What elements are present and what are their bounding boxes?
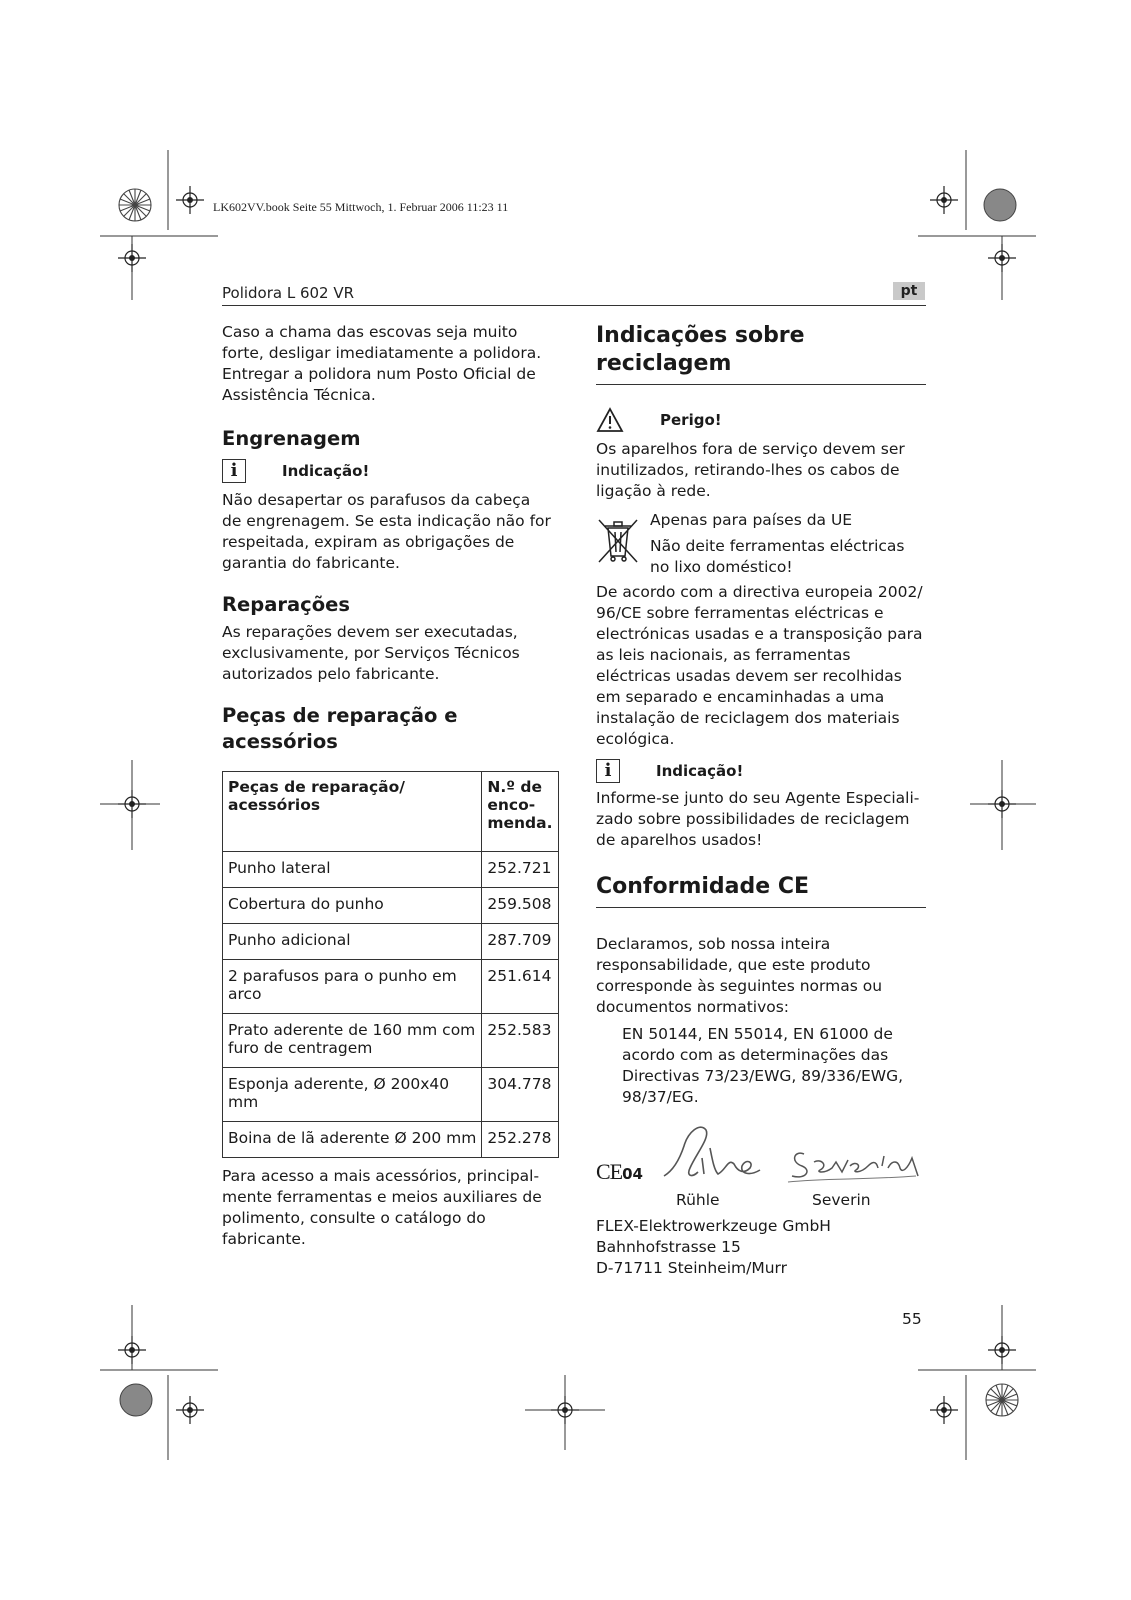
ce-logo: CE [596, 1159, 623, 1184]
recycling-note [596, 756, 926, 786]
directive-text: De acordo com a directiva europeia 2002/ 96/CE sobre ferramentas eléctricas e electrónicas usadas e a transposição para as leis nacionais, as ferramentas eléctricas usadas devem ser recolhidas em separado e encaminhadas a uma instalação de reciclagem dos materiais ecológica. [596, 583, 923, 748]
ce-year: 04 [622, 1165, 643, 1183]
part-name: Cobertura do punho [223, 888, 482, 924]
parts-col-header: Peças de reparação/ acessórios [223, 772, 482, 852]
info-icon: i [222, 459, 246, 483]
recycling-note-text: Informe-se junto do seu Agente Especiali- zado sobre possibilidades de reciclagem de aparelhos usados! [596, 789, 920, 849]
eu-only-line: Apenas para países da UE [650, 511, 853, 529]
danger-label: Perigo! [660, 410, 722, 429]
order-col-header: N.º de enco- menda. [482, 772, 558, 852]
signature-severin [784, 1132, 924, 1190]
parts-heading: Peças de reparação e acessórios [222, 704, 458, 753]
page-number: 55 [902, 1310, 922, 1328]
ce-norms: EN 50144, EN 55014, EN 61000 de acordo com as determinações das Directivas 73/23/EWG, 89/336/EWG, 98/37/EG. [622, 1025, 904, 1106]
warning-triangle-icon [596, 407, 624, 433]
table-row [223, 924, 559, 960]
danger-note [596, 405, 926, 435]
ce-rule [596, 907, 926, 908]
part-code: 287.709 [482, 924, 558, 960]
part-name: Boina de lã aderente Ø 200 mm [223, 1122, 482, 1158]
part-name: Punho lateral [223, 852, 482, 888]
table-row [223, 1068, 559, 1122]
parts-table [222, 771, 559, 1158]
repairs-heading: Reparações [222, 593, 350, 616]
part-name: Punho adicional [223, 924, 482, 960]
company-address [596, 1216, 926, 1279]
address-line: Bahnhofstrasse 15 [596, 1238, 741, 1256]
signatory-2: Severin [812, 1191, 871, 1209]
table-row [223, 888, 559, 924]
signatory-1: Rühle [676, 1191, 720, 1209]
eu-no-household-line: Não deite ferramentas eléctricas no lixo doméstico! [650, 537, 905, 576]
crossed-bin-icon [596, 516, 640, 564]
eu-weee-block [596, 510, 926, 578]
ce-declaration: Declaramos, sob nossa inteira responsabilidade, que este produto corresponde às seguintes normas ou documentos normativos: [596, 935, 883, 1016]
part-code: 259.508 [482, 888, 558, 924]
recycling-heading: Indicações sobre reciclagem [596, 323, 805, 376]
recycling-rule [596, 384, 926, 385]
right-column [596, 322, 926, 1279]
accessories-footer-text: Para acesso a mais acessórios, principal- mente ferramentas e meios auxiliares de polimento, consulte o catálogo do fabricante. [222, 1167, 542, 1248]
part-name: 2 parafusos para o punho em arco [223, 960, 482, 1014]
parts-table-header [223, 772, 559, 852]
table-row [223, 1122, 559, 1158]
page-header-title: Polidora L 602 VR [222, 284, 355, 302]
danger-text: Os aparelhos fora de serviço devem ser inutilizados, retirando-lhes os cabos de ligação à rede. [596, 440, 905, 500]
gear-note [222, 456, 552, 486]
gear-note-label: Indicação! [282, 461, 370, 480]
brush-spark-text: Caso a chama das escovas seja muito forte, desligar imediatamente a polidora. Entregar a polidora num Posto Oficial de Assistência Técnica. [222, 323, 542, 404]
left-column [222, 322, 552, 1250]
header-rule [222, 305, 926, 306]
part-code: 252.278 [482, 1122, 558, 1158]
ce-heading: Conformidade CE [596, 874, 810, 899]
info-icon: i [596, 759, 620, 783]
address-line: FLEX-Elektrowerkzeuge GmbH [596, 1217, 831, 1235]
signature-ruehle [656, 1118, 766, 1188]
part-code: 252.721 [482, 852, 558, 888]
gear-text: Não desapertar os parafusos da cabeça de engrenagem. Se esta indicação não for respeitada, expiram as obrigações de garantia do fabricante. [222, 491, 551, 572]
table-row [223, 852, 559, 888]
ce-mark [596, 1160, 643, 1186]
print-mark: LK602VV.book Seite 55 Mittwoch, 1. Februar 2006 11:23 11 [213, 200, 509, 214]
address-line: D-71711 Steinheim/Murr [596, 1259, 788, 1277]
recycling-note-label: Indicação! [656, 761, 744, 780]
part-code: 251.614 [482, 960, 558, 1014]
part-code: 304.778 [482, 1068, 558, 1122]
eu-weee-text [650, 510, 926, 578]
part-name: Prato aderente de 160 mm com furo de centragem [223, 1014, 482, 1068]
gear-heading: Engrenagem [222, 427, 361, 450]
part-code: 252.583 [482, 1014, 558, 1068]
signature-area [596, 1116, 926, 1212]
repairs-text: As reparações devem ser executadas, exclusivamente, por Serviços Técnicos autorizados pelo fabricante. [222, 623, 520, 683]
language-badge: pt [893, 282, 925, 300]
table-row [223, 1014, 559, 1068]
table-row [223, 960, 559, 1014]
part-name: Esponja aderente, Ø 200x40 mm [223, 1068, 482, 1122]
